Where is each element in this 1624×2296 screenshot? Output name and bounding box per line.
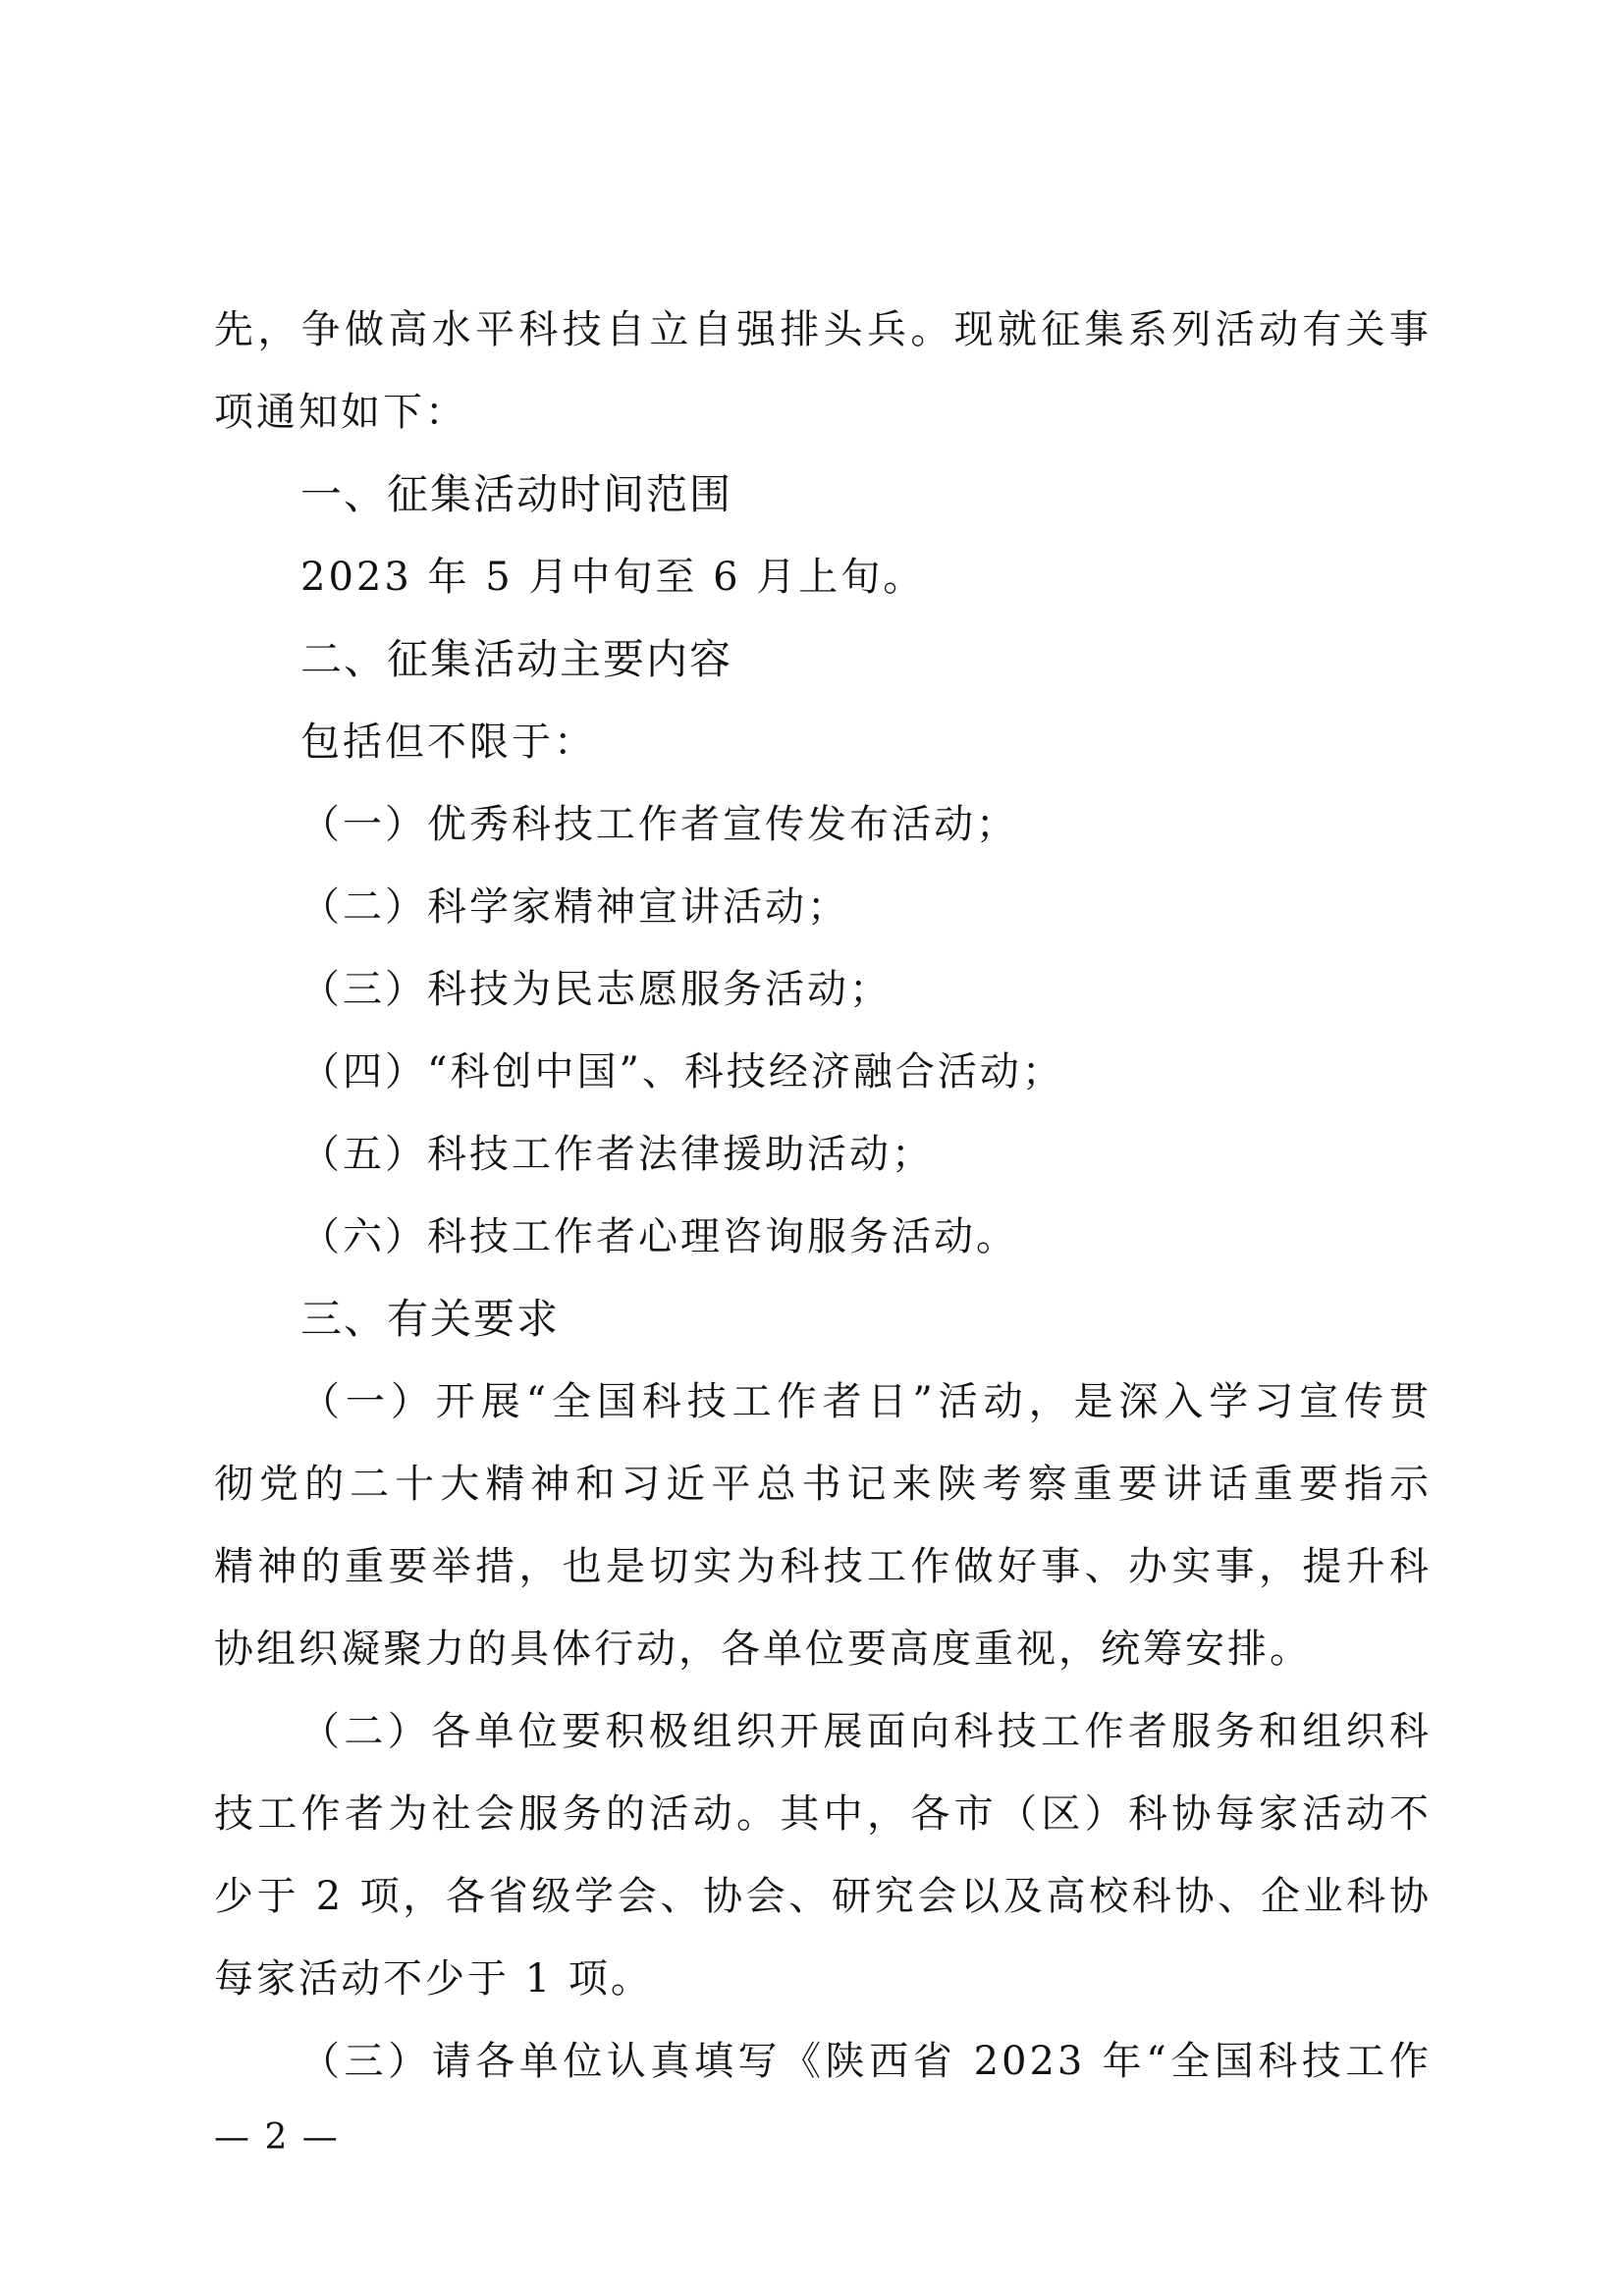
page-number: — 2 —: [214, 2117, 340, 2158]
req2-line-4: 每家活动不少于 1 项。: [214, 1956, 653, 2002]
section3-heading: 三、有关要求: [300, 1295, 561, 1343]
req1-line-3: 精神的重要举措，也是切实为科技工作做好事、办实事，提升科: [214, 1544, 1432, 1589]
section2-item-6: （六）科技工作者心理咨询服务活动。: [300, 1214, 1018, 1259]
intro-line-2: 项通知如下：: [214, 390, 467, 435]
section2-item-2: （二）科学家精神宣讲活动；: [300, 884, 849, 930]
req2-line-1: （二）各单位要积极组织开展面向科技工作者服务和组织科: [300, 1709, 1432, 1754]
section2-item-1: （一）优秀科技工作者宣传发布活动；: [300, 802, 1018, 847]
section1-text: 2023 年 5 月中旬至 6 月上旬。: [300, 555, 926, 600]
section1-heading: 一、征集活动时间范围: [300, 470, 733, 518]
req2-line-2: 技工作者为社会服务的活动。其中，各市（区）科协每家活动不: [214, 1791, 1432, 1837]
section2-heading: 二、征集活动主要内容: [300, 635, 733, 683]
req2-line-3: 少于 2 项，各省级学会、协会、研究会以及高校科协、企业科协: [214, 1874, 1432, 1919]
req1-line-4: 协组织凝聚力的具体行动，各单位要高度重视，统筹安排。: [214, 1627, 1312, 1672]
req1-line-2: 彻党的二十大精神和习近平总书记来陕考察重要讲话重要指示: [214, 1462, 1432, 1507]
intro-line-1: 先，争做高水平科技自立自强排头兵。现就征集系列活动有关事: [214, 307, 1432, 352]
section2-intro: 包括但不限于：: [300, 720, 596, 765]
section2-item-4: （四）“科创中国”、科技经济融合活动；: [300, 1049, 1064, 1095]
req3-line-1: （三）请各单位认真填写《陕西省 2023 年“全国科技工作: [300, 2039, 1432, 2084]
section2-item-3: （三）科技为民志愿服务活动；: [300, 967, 892, 1012]
req1-line-1: （一）开展“全国科技工作者日”活动，是深入学习宣传贯: [300, 1379, 1432, 1424]
section2-item-5: （五）科技工作者法律援助活动；: [300, 1132, 934, 1177]
